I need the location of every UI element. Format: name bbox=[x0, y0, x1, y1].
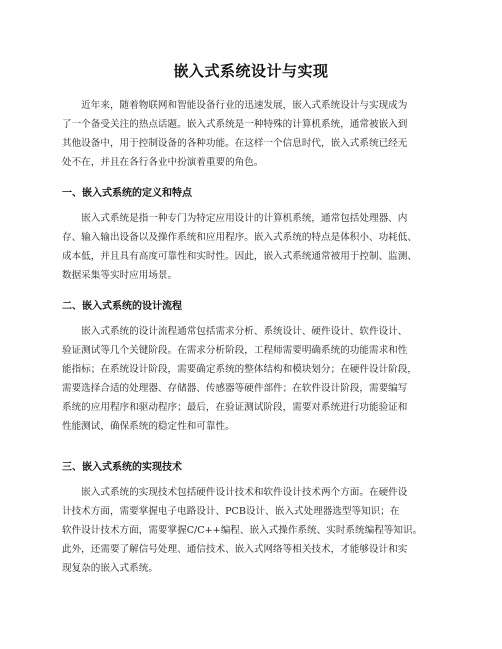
section-paragraph-2 bbox=[62, 322, 442, 436]
text-line: 数据采集等实时应用场景。 bbox=[62, 270, 178, 281]
section-paragraph-3 bbox=[62, 483, 442, 578]
section-heading-3: 三、嵌入式系统的实现技术 bbox=[62, 462, 182, 473]
text-line: 需要选择合适的处理器、存储器、传感器等硬件部件；在软件设计阶段，需要编写 bbox=[62, 383, 408, 394]
text-line: 处不在，并且在各行各业中扮演着重要的角色。 bbox=[62, 157, 264, 168]
text-line: 系统的应用程序和驱动程序；最后，在验证测试阶段，需要对系统进行功能验证和 bbox=[62, 402, 408, 413]
text-line: 嵌入式系统的实现技术包括硬件设计技术和软件设计技术两个方面。在硬件设 bbox=[62, 487, 408, 498]
text-line: 此外，还需要了解信号处理、通信技术、嵌入式网络等相关技术，才能够设计和实 bbox=[62, 544, 408, 555]
text-line: 嵌入式系统的设计流程通常包括需求分析、系统设计、硬件设计、软件设计、 bbox=[62, 326, 408, 337]
text-line: 性能测试，确保系统的稳定性和可靠性。 bbox=[62, 421, 235, 432]
text-line: 软件设计技术方面，需要掌握C/C++编程、嵌入式操作系统、实时系统编程等知识。 bbox=[62, 525, 423, 536]
text-line: 嵌入式系统是指一种专门为特定应用设计的计算机系统，通常包括处理器、内 bbox=[62, 213, 408, 224]
text-line: 其他设备中，用于控制设备的各种功能。在这样一个信息时代，嵌入式系统已经无 bbox=[62, 138, 408, 149]
section-heading-1: 一、嵌入式系统的定义和特点 bbox=[62, 188, 192, 199]
section-paragraph-1 bbox=[62, 209, 442, 285]
text-line: 了一个备受关注的热点话题。嵌入式系统是一种特殊的计算机系统，通常被嵌入到 bbox=[62, 119, 408, 130]
page-title: 嵌入式系统设计与实现 bbox=[173, 62, 329, 80]
text-line: 计技术方面，需要掌握电子电路设计、PCB设计、嵌入式处理器选型等知识；在 bbox=[62, 506, 400, 517]
text-line: 存、输入输出设备以及操作系统和应用程序。嵌入式系统的特点是体积小、功耗低、 bbox=[62, 232, 417, 243]
text-line: 能指标；在系统设计阶段，需要确定系统的整体结构和模块划分；在硬件设计阶段， bbox=[62, 364, 417, 375]
text-line: 近年来，随着物联网和智能设备行业的迅速发展，嵌入式系统设计与实现成为 bbox=[62, 100, 408, 111]
section-heading-2: 二、嵌入式系统的设计流程 bbox=[62, 301, 182, 312]
intro-paragraph bbox=[62, 96, 442, 172]
text-line: 成本低，并且具有高度可靠性和实时性。因此，嵌入式系统通常被用于控制、监测、 bbox=[62, 251, 417, 262]
text-line: 验证测试等几个关键阶段。在需求分析阶段，工程师需要明确系统的功能需求和性 bbox=[62, 345, 408, 356]
text-line: 现复杂的嵌入式系统。 bbox=[62, 563, 158, 574]
